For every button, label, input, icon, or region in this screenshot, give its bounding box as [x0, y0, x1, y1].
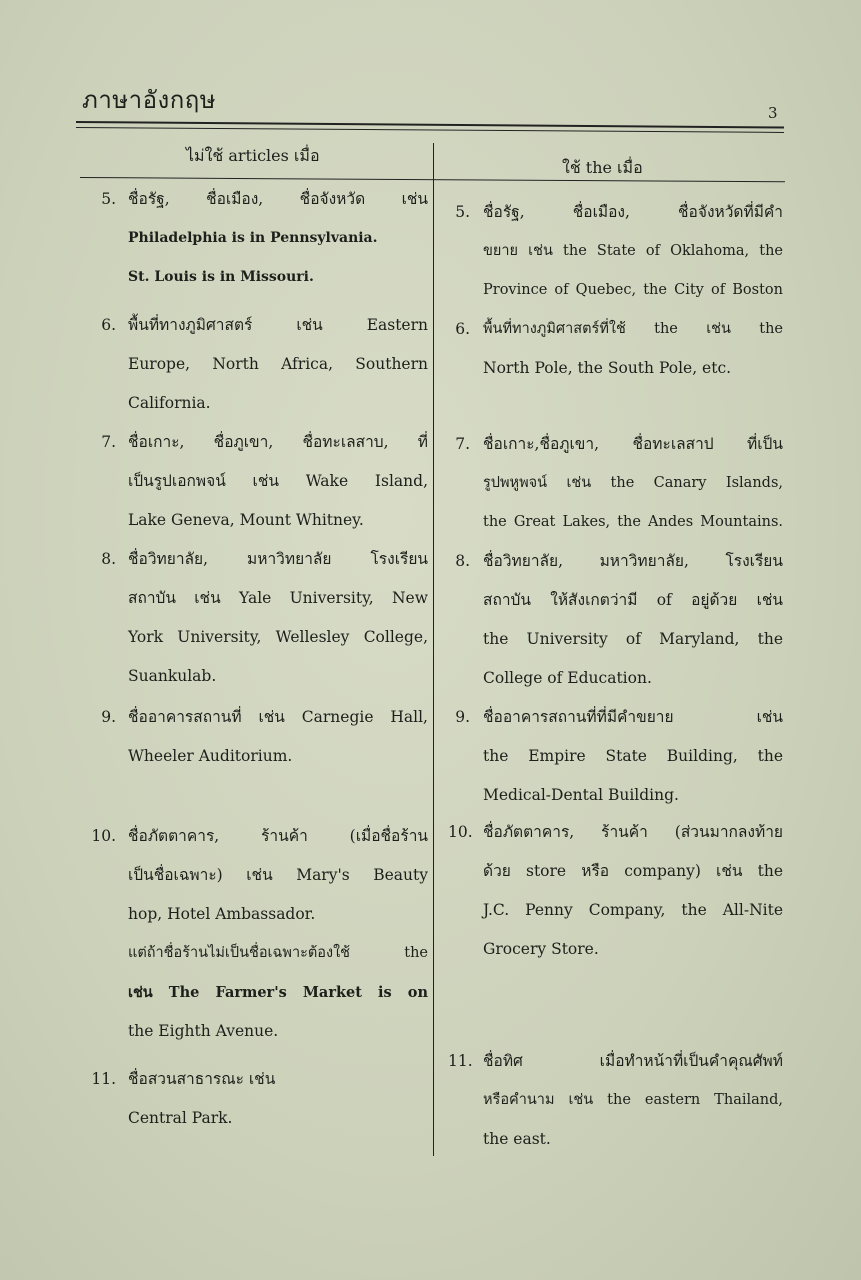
item-line: ด้วย store หรือ company) เช่น the [483, 862, 783, 880]
item-line: ชื่อภัตตาคาร, ร้านค้า (ส่วนมากลงท้าย [483, 823, 783, 841]
item-line: Central Park. [128, 1109, 233, 1127]
item-line: ชื่อรัฐ, ชื่อเมือง, ชื่อจังหวัดที่มีคำ [483, 203, 783, 221]
item-line: J.C. Penny Company, the All-Nite [483, 901, 783, 919]
item-line: York University, Wellesley College, [128, 628, 428, 646]
item-line: Grocery Store. [483, 940, 599, 958]
item-number: 11. [91, 1070, 116, 1088]
item-line: Suankulab. [128, 667, 217, 685]
item-line: Philadelphia is in Pennsylvania. [128, 230, 378, 246]
item-line: แต่ถ้าชื่อร้านไม่เป็นชื่อเฉพาะต้องใช้ the [128, 945, 428, 961]
item-line: ชื่อวิทยาลัย, มหาวิทยาลัย โรงเรียน [128, 550, 428, 568]
item-line: the Empire State Building, the [483, 747, 783, 765]
item-number: 8. [101, 550, 116, 568]
item-number: 6. [101, 316, 116, 334]
item-line: เป็นชื่อเฉพาะ) เช่น Mary's Beauty [128, 866, 428, 884]
item-line: ชื่อทิศ เมื่อทำหน้าที่เป็นคำคุณศัพท์ [483, 1052, 783, 1070]
right-column-heading: ใช้ the เมื่อ [562, 158, 643, 177]
item-line: พื้นที่ทางภูมิศาสตร์ที่ใช้ the เช่น the [483, 321, 783, 337]
item-line: รูปพหูพจน์ เช่น the Canary Islands, [483, 475, 783, 491]
item-line: ขยาย เช่น the State of Oklahoma, the [483, 243, 783, 259]
item-number: 9. [101, 708, 116, 726]
header-title: ภาษาอังกฤษ [82, 86, 217, 114]
item-line: California. [128, 394, 211, 412]
item-line: Europe, North Africa, Southern [128, 355, 428, 373]
item-number: 5. [101, 190, 116, 208]
item-line: สถาบัน ให้สังเกตว่ามี of อยู่ด้วย เช่น [483, 591, 783, 609]
item-line: North Pole, the South Pole, etc. [483, 359, 732, 377]
item-line: สถาบัน เช่น Yale University, New [128, 589, 428, 607]
item-number: 10. [91, 827, 116, 845]
item-number: 8. [455, 552, 470, 570]
page-number: 3 [768, 104, 778, 122]
item-line: เช่น The Farmer's Market is on [128, 984, 428, 1001]
item-number: 7. [101, 433, 116, 451]
item-line: the University of Maryland, the [483, 630, 783, 648]
item-line: College of Education. [483, 669, 652, 687]
item-line: ชื่อรัฐ, ชื่อเมือง, ชื่อจังหวัด เช่น [128, 190, 428, 208]
item-number: 7. [455, 435, 470, 453]
item-number: 9. [455, 708, 470, 726]
item-line: หรือคำนาม เช่น the eastern Thailand, [483, 1092, 783, 1108]
header-rule-thin [76, 127, 784, 133]
item-line: พื้นที่ทางภูมิศาสตร์ เช่น Eastern [128, 316, 428, 334]
item-line: St. Louis is in Missouri. [128, 269, 314, 285]
item-line: Province of Quebec, the City of Boston [483, 282, 783, 298]
item-line: the Great Lakes, the Andes Mountains. [483, 514, 783, 530]
item-number: 5. [455, 203, 470, 221]
item-line: Lake Geneva, Mount Whitney. [128, 511, 364, 529]
item-line: hop, Hotel Ambassador. [128, 905, 316, 923]
item-line: ชื่ออาคารสถานที่ที่มีคำขยาย เช่น [483, 708, 783, 726]
item-line: เป็นรูปเอกพจน์ เช่น Wake Island, [128, 472, 428, 490]
item-line: ชื่อเกาะ,ชื่อภูเขา, ชื่อทะเลสาป ที่เป็น [483, 435, 783, 453]
item-line: ชื่อสวนสาธารณะ เช่น [128, 1070, 276, 1088]
item-line: Wheeler Auditorium. [128, 747, 293, 765]
item-line: ชื่อเกาะ, ชื่อภูเขา, ชื่อทะเลสาบ, ที่ [128, 433, 428, 451]
left-column-heading: ไม่ใช้ articles เมื่อ [186, 146, 320, 165]
item-line: Medical-Dental Building. [483, 786, 679, 804]
item-number: 6. [455, 320, 470, 338]
item-line: the Eighth Avenue. [128, 1022, 279, 1040]
column-divider [433, 143, 434, 1156]
item-line: ชื่ออาคารสถานที่ เช่น Carnegie Hall, [128, 708, 428, 726]
item-line: the east. [483, 1130, 551, 1148]
item-number: 11. [448, 1052, 473, 1070]
item-line: ชื่อภัตตาคาร, ร้านค้า (เมื่อชื่อร้าน [128, 827, 428, 845]
item-line: ชื่อวิทยาลัย, มหาวิทยาลัย, โรงเรียน [483, 552, 783, 570]
item-number: 10. [448, 823, 473, 841]
